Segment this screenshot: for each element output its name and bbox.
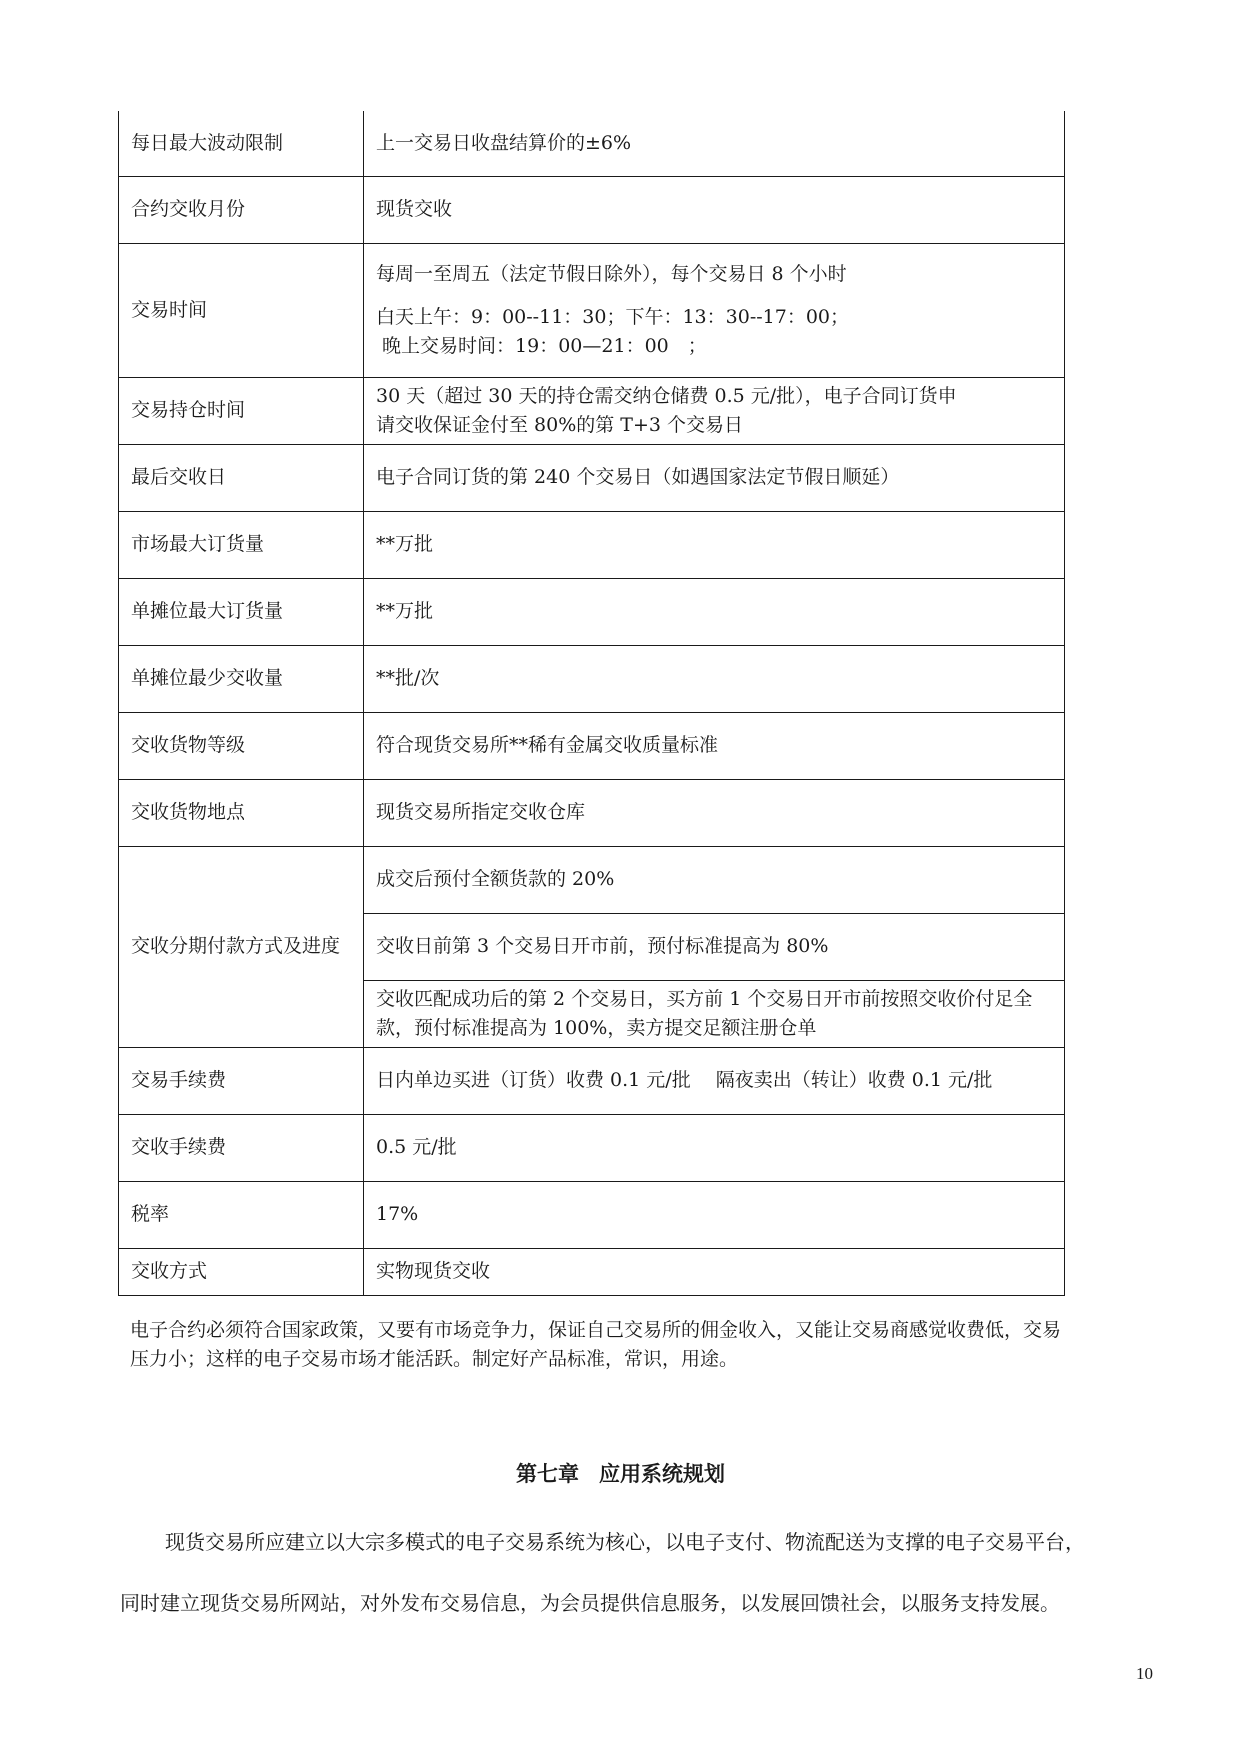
row-label: 合约交收月份 [119, 176, 364, 243]
payment-subrow: 交收匹配成功后的第 2 个交易日，买方前 1 个交易日开市前按照交收价付足全款，预付标准提高为 100%，卖方提交足额注册仓单 [364, 980, 1065, 1047]
row-value: 符合现货交易所**稀有金属交收质量标准 [364, 712, 1065, 779]
row-label: 交收方式 [119, 1248, 364, 1295]
row-value: **批/次 [364, 645, 1065, 712]
row-label: 市场最大订货量 [119, 511, 364, 578]
row-value: 电子合同订货的第 240 个交易日（如遇国家法定节假日顺延） [364, 444, 1065, 511]
table-row [119, 377, 1065, 444]
table-row [119, 176, 1065, 243]
row-label: 最后交收日 [119, 444, 364, 511]
row-value: 17% [364, 1181, 1065, 1248]
row-value: 日内单边买进（订货）收费 0.1 元/批 隔夜卖出（转让）收费 0.1 元/批 [364, 1047, 1065, 1114]
table-row [119, 511, 1065, 578]
table-row [119, 645, 1065, 712]
row-label: 交易手续费 [119, 1047, 364, 1114]
row-label: 单摊位最少交收量 [119, 645, 364, 712]
table-note: 电子合约必须符合国家政策，又要有市场竞争力，保证自己交易所的佣金收入，又能让交易商感觉收费低，交易压力小；这样的电子交易市场才能活跃。制定好产品标准，常识，用途。 [130, 1319, 1062, 1370]
payment-subrow: 交收日前第 3 个交易日开市前，预付标准提高为 80% [364, 913, 1065, 980]
table-row [119, 444, 1065, 511]
table-row [119, 578, 1065, 645]
trading-hours-line: 晚上交易时间：19：00—21：00 ； [376, 334, 707, 357]
body-paragraph-line: 现货交易所应建立以大宗多模式的电子交易系统为核心，以电子支付、物流配送为支撑的电子交易平台， [165, 1530, 1085, 1554]
spec-table [118, 111, 1065, 1296]
table-row [119, 1248, 1065, 1295]
row-label: 交收手续费 [119, 1114, 364, 1181]
row-value [364, 243, 1065, 377]
page-number: 10 [1136, 1664, 1153, 1683]
trading-hours-line: 每周一至周五（法定节假日除外），每个交易日 8 个小时 [376, 262, 847, 285]
row-value: 实物现货交收 [364, 1248, 1065, 1295]
row-value: 上一交易日收盘结算价的±6% [364, 111, 1065, 176]
row-label: 税率 [119, 1181, 364, 1248]
trading-hours-line: 白天上午：9：00--11：30；下午：13：30--17：00； [376, 305, 850, 328]
body-paragraph-line: 同时建立现货交易所网站，对外发布交易信息，为会员提供信息服务，以发展回馈社会，以服务支持发展。 [120, 1591, 1060, 1615]
chapter-heading [0, 1458, 1241, 1488]
holding-time-line: 请交收保证金付至 80%的第 T+3 个交易日 [376, 413, 744, 436]
table-row [119, 1181, 1065, 1248]
row-value: **万批 [364, 511, 1065, 578]
row-value: **万批 [364, 578, 1065, 645]
row-value: 现货交易所指定交收仓库 [364, 779, 1065, 846]
row-label: 单摊位最大订货量 [119, 578, 364, 645]
payment-subrow: 成交后预付全额货款的 20% [364, 846, 1065, 913]
row-value: 0.5 元/批 [364, 1114, 1065, 1181]
row-label: 交收货物地点 [119, 779, 364, 846]
table-row [119, 846, 1065, 913]
row-label: 交易时间 [119, 243, 364, 377]
row-label: 交易持仓时间 [119, 377, 364, 444]
table-row [119, 1114, 1065, 1181]
table-row [119, 1047, 1065, 1114]
row-value [364, 377, 1065, 444]
chapter-number: 第七章 [516, 1462, 579, 1486]
row-label: 交收分期付款方式及进度 [119, 846, 364, 1047]
holding-time-line: 30 天（超过 30 天的持仓需交纳仓储费 0.5 元/批），电子合同订货申 [376, 384, 957, 407]
table-row [119, 779, 1065, 846]
table-row [119, 111, 1065, 176]
table-row [119, 243, 1065, 377]
row-value: 现货交收 [364, 176, 1065, 243]
table-row [119, 712, 1065, 779]
chapter-title: 应用系统规划 [599, 1462, 725, 1486]
row-label: 每日最大波动限制 [119, 111, 364, 176]
row-label: 交收货物等级 [119, 712, 364, 779]
